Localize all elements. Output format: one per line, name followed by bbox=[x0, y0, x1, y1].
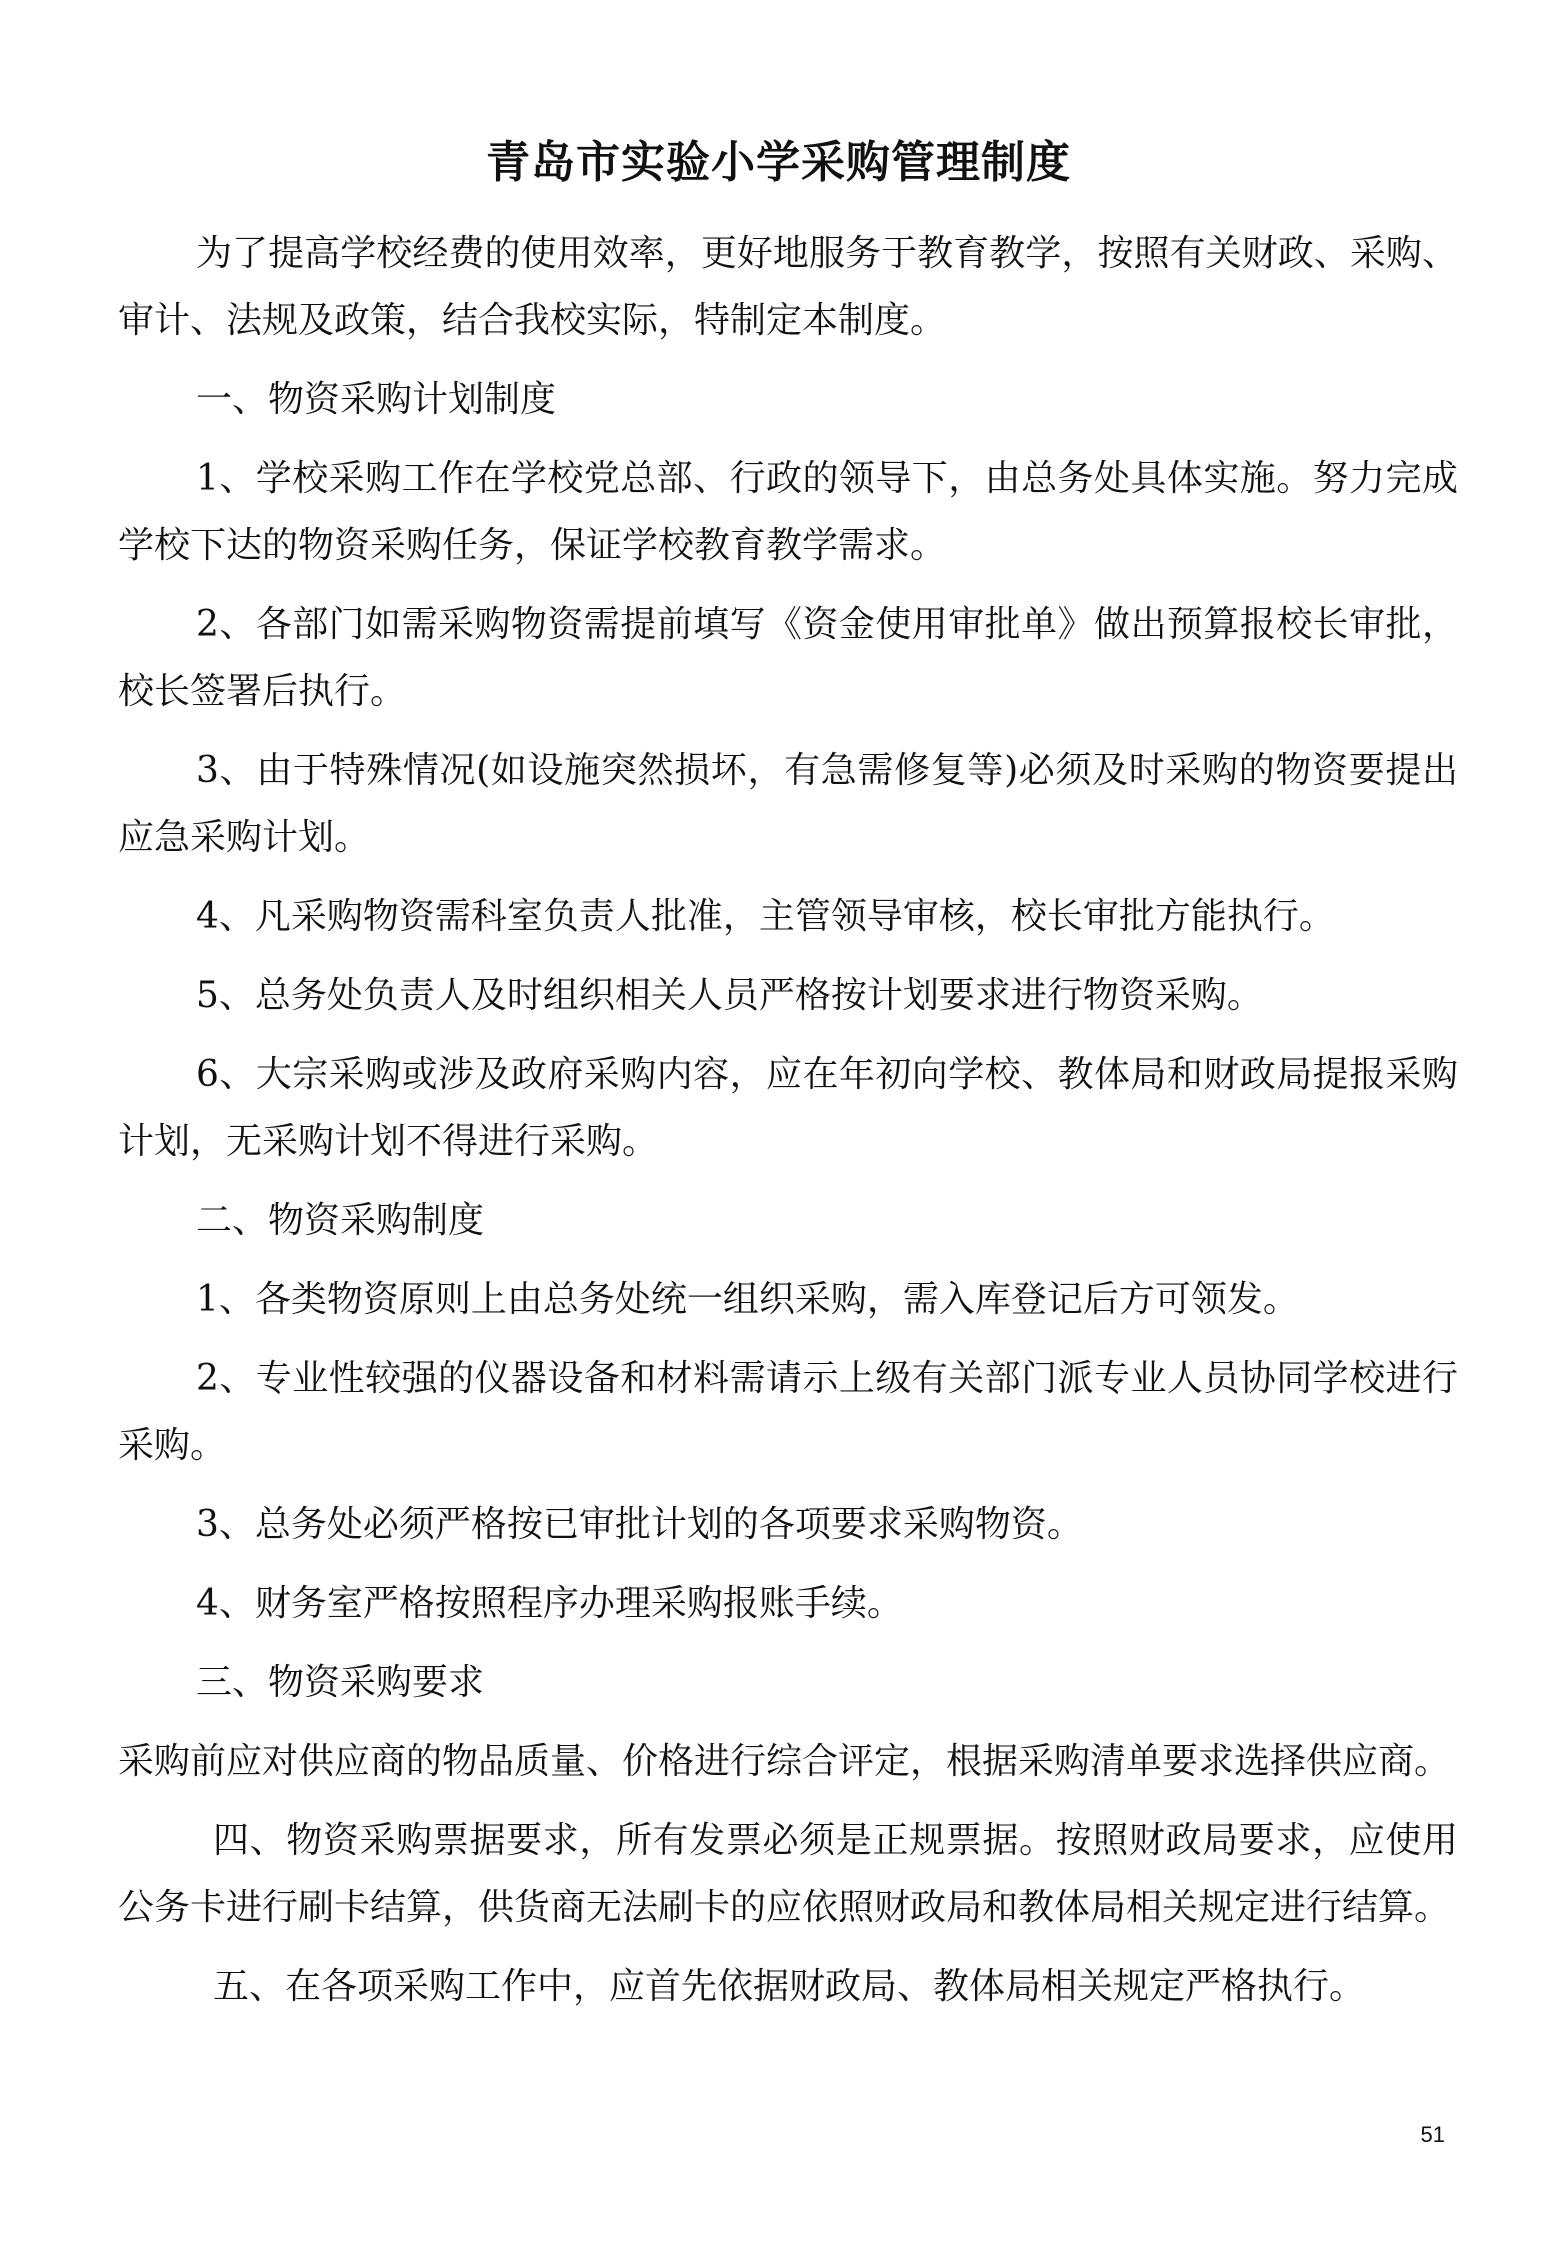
paragraph-1-3: 3、由于特殊情况(如设施突然损坏，有急需修复等)必须及时采购的物资要提出应急采购计划。 bbox=[118, 750, 1458, 858]
paragraph-2-2: 2、专业性较强的仪器设备和材料需请示上级有关部门派专业人员协同学校进行采购。 bbox=[118, 1358, 1458, 1466]
page-number: 51 bbox=[1420, 2122, 1445, 2147]
paragraph-2-1: 1、各类物资原则上由总务处统一组织采购，需入库登记后方可领发。 bbox=[196, 1279, 1299, 1320]
paragraph-1-4: 4、凡采购物资需科室负责人批准，主管领导审核，校长审批方能执行。 bbox=[196, 896, 1335, 937]
section-heading-3: 三、物资采购要求 bbox=[196, 1662, 485, 1703]
paragraph-3-1: 采购前应对供应商的物品质量、价格进行综合评定，根据采购清单要求选择供应商。 bbox=[118, 1741, 1451, 1782]
section-5-paragraph: 五、在各项采购工作中，应首先依据财政局、教体局相关规定严格执行。 bbox=[213, 1966, 1366, 2007]
document-title: 青岛市实验小学采购管理制度 bbox=[486, 137, 1071, 188]
paragraph-1-1: 1、学校采购工作在学校党总部、行政的领导下，由总务处具体实施。努力完成学校下达的物资采购任务，保证学校教育教学需求。 bbox=[118, 458, 1458, 566]
section-heading-2: 二、物资采购制度 bbox=[196, 1200, 485, 1241]
paragraph-2-3: 3、总务处必须严格按已审批计划的各项要求采购物资。 bbox=[196, 1504, 1083, 1545]
intro-paragraph: 为了提高学校经费的使用效率，更好地服务于教育教学，按照有关财政、采购、审计、法规及政策，结合我校实际，特制定本制度。 bbox=[118, 233, 1458, 341]
paragraph-1-2: 2、各部门如需采购物资需提前填写《资金使用审批单》做出预算报校长审批，校长签署后执行。 bbox=[118, 604, 1458, 712]
paragraph-1-5: 5、总务处负责人及时组织相关人员严格按计划要求进行物资采购。 bbox=[196, 975, 1263, 1016]
section-heading-1: 一、物资采购计划制度 bbox=[196, 379, 557, 420]
paragraph-1-6: 6、大宗采购或涉及政府采购内容，应在年初向学校、教体局和财政局提报采购计划，无采购计划不得进行采购。 bbox=[118, 1054, 1458, 1162]
section-4-paragraph: 四、物资采购票据要求，所有发票必须是正规票据。按照财政局要求，应使用公务卡进行刷卡结算，供货商无法刷卡的应依照财政局和教体局相关规定进行结算。 bbox=[118, 1820, 1458, 1928]
paragraph-2-4: 4、财务室严格按照程序办理采购报账手续。 bbox=[196, 1583, 903, 1624]
document-body bbox=[118, 220, 1458, 2032]
